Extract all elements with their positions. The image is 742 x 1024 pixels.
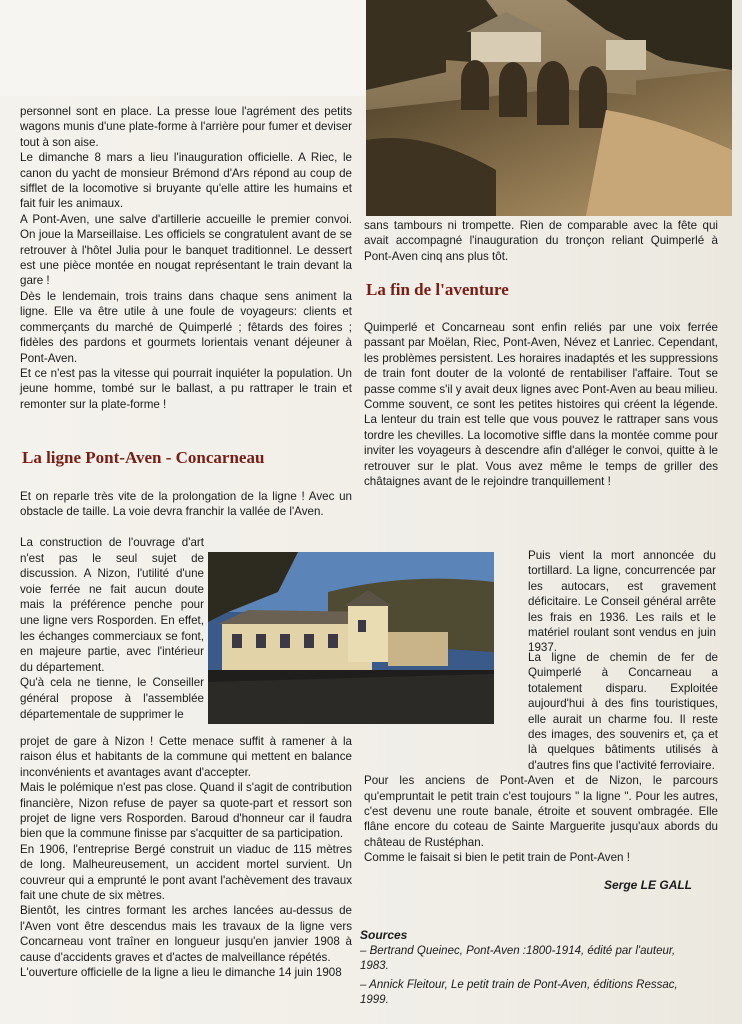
top-margin: [0, 0, 368, 96]
paragraph: Bientôt, les cintres formant les arches lancées au-dessus de l'Aven vont être descendus mais les travaux de la ligne vers Concarneau vont traîner en longueur jusqu'en janvier 1908 à cause d'accidents graves et d'actes de malveillance répétés.: [20, 904, 352, 964]
paragraph: sans tambours ni trompette. Rien de comparable avec la fête qui avait accompagné l'inauguration du tronçon reliant Quimperlé à Pont-Aven cinq ans plus tôt.: [364, 219, 718, 263]
left-column-bottom: [20, 734, 352, 981]
paragraph: Pour les anciens de Pont-Aven et de Nizon, le parcours qu'empruntait le petit train c'est toujours " la ligne ". Pour les autres, c'est devenu une route banale, étroite et souvent ombragée. Elle flâne encore du coteau de Sainte Marguerite jusqu'aux abords du château de Rustéphan.: [364, 774, 718, 849]
paragraph: Dès le lendemain, trois trains dans chaque sens animent la ligne. Elle va être utile à une foule de voyageurs: clients et commerçants du marché de Quimperlé ; fêtards des foires ; fidèles des pardons et gourmets lorientais venant déjeuner à Pont-Aven.: [20, 289, 352, 365]
paragraph: Comme le faisait si bien le petit train de Pont-Aven !: [364, 851, 630, 865]
paragraph: projet de gare à Nizon ! Cette menace suffit à ramener à la raison élus et habitants de la commune qui mettent en balance inconvénients et avantages avant d'accepter.: [20, 735, 352, 779]
section-heading: La ligne Pont-Aven - Concarneau: [22, 448, 265, 467]
right-column-main: [364, 320, 718, 489]
paragraph: personnel sont en place. La presse loue l'agrément des petits wagons munis d'une plate-forme à l'arrière pour fumer et deviser tout à son aise.: [20, 105, 352, 149]
paragraph: La construction de l'ouvrage d'art n'est pas le seul sujet de discussion. A Nizon, l'utilité d'une voie ferrée ne fait aucun doute mais la préférence penche pour une ligne vers Rosporden. En effet, les échanges commerciaux se font, en majeure partie, avec l'intérieur du département.: [20, 536, 204, 674]
right-wrapped-text: [528, 548, 716, 656]
left-wrapped-text: [20, 535, 204, 722]
paragraph: Puis vient la mort annoncée du tortillard. La ligne, concurrencée par les autocars, est gravement déficitaire. Le Conseil général arrête les frais en 1936. Les rails et le matériel roulant sont vendus en juin 1937.: [528, 549, 716, 655]
paragraph: Et on reparle très vite de la prolongation de la ligne ! Avec un obstacle de taille. La voie devra franchir la vallée de l'Aven.: [20, 490, 352, 519]
paragraph: Qu'à cela ne tienne, le Conseiller général propose à l'assemblée départementale de supprimer le: [20, 676, 204, 721]
paragraph: Mais le polémique n'est pas close. Quand il s'agit de contribution financière, Nizon refuse de payer sa quote-part et ressort son projet de ligne vers Rosporden. Baroud d'honneur car il faudra bien que la commune finisse par s'acquitter de sa participation.: [20, 781, 352, 841]
left-column-top: [20, 104, 352, 412]
source-entry: – Annick Fleitour, Le petit train de Pont-Aven, éditions Ressac, 1999.: [360, 979, 678, 1006]
paragraph: A Pont-Aven, une salve d'artillerie accueille le premier convoi. On joue la Marseillaise. Les officiels se congratulent avant de se retrouver à l'hôtel Julia pour le banquet traditionnel. Le dessert est une pièce montée en nougat représentant le train devant la gare !: [20, 212, 352, 288]
paragraph: Et ce n'est pas la vitesse qui pourrait inquiéter la population. Un jeune homme, tombé sur le ballast, a pu rattraper le train et remonter sur la plate-forme !: [20, 366, 352, 411]
left-column-intro: [20, 489, 352, 520]
sources-heading: Sources: [360, 928, 408, 942]
paragraph: Comme souvent, ce sont les petites histoires qui créent la légende. La lenteur du train est telle que vous pouvez le rattraper sans vous tordre les chevilles. La locomotive siffle dans la montée comme pour inviter les voyageurs à descendre afin d'alléger le convoi, quitte à le retrouver sur le plat. Vous avez même le temps de griller des châtaignes avant de le rejoindre tranquillement !: [364, 398, 718, 489]
paragraph: Le dimanche 8 mars a lieu l'inauguration officielle. A Riec, le canon du yacht de monsieur Brémond d'Ars répond au coup de sifflet de la locomotive si bruyante qu'elle attire les humains et fait fuir les animaux.: [20, 151, 352, 211]
viaduct-photo: [366, 0, 732, 216]
paragraph: L'ouverture officielle de la ligne a lieu le dimanche 14 juin 1908: [20, 966, 342, 980]
right-column-bottom: [364, 650, 718, 866]
paragraph: Quimperlé et Concarneau sont enfin reliés par une voix ferrée passant par Moëlan, Riec, Pont-Aven, Névez et Lanriec. Cependant, les problèmes persistent. Les horaires inadaptés et les suppressions de train font douter de la volonté de rentabiliser l'affaire. Tout se passe comme s'il y avait deux lignes avec Pont-Aven au beau milieu.: [364, 321, 718, 396]
paragraph: En 1906, l'entreprise Bergé construit un viaduc de 115 mètres de long. Malheureusement, un accident mortel survient. Un couvreur qui a emprunté le pont avant l'achèvement des travaux fait une chute de six mètres.: [20, 842, 352, 903]
paragraph: La ligne de chemin de fer de Quimperlé à Concarneau a totalement disparu. Exploitée aujourd'hui à des fins touristiques, elle aurait un charme fou. Il reste des images, des souvenirs et, ça et là quelques bâtiments utilisés à d'autres fins que l'activité ferroviaire.: [528, 651, 718, 772]
author-signature: Serge LE GALL: [604, 878, 693, 892]
source-entry: – Bertrand Queinec, Pont-Aven :1800-1914, édité par l'auteur, 1983.: [360, 945, 676, 972]
section-heading: La fin de l'aventure: [366, 280, 509, 299]
right-column-top: [364, 218, 718, 264]
